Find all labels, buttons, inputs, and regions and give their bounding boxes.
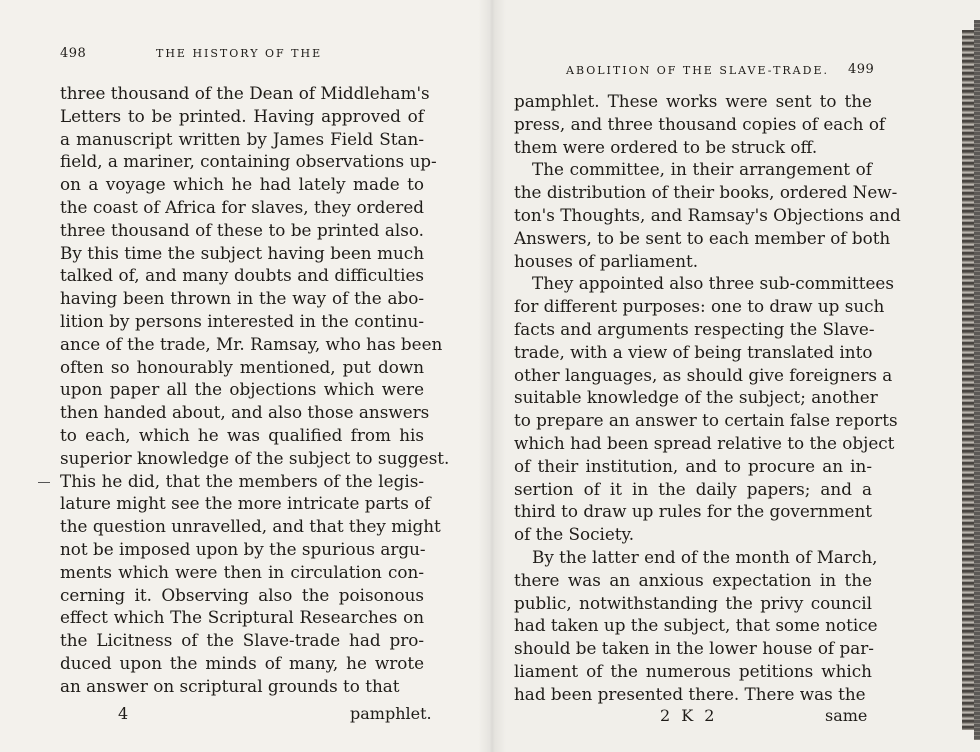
text-line: the coast of Africa for slaves, they ordered (60, 196, 424, 217)
text-line: the question unravelled, and that they might (60, 516, 441, 537)
text-line: had taken up the subject, that some notice (514, 615, 878, 636)
page-edge (962, 30, 974, 730)
page-edge-dark (974, 20, 980, 740)
text-line: upon paper all the objections which were (60, 379, 424, 400)
text-line: to prepare an answer to certain false reports (514, 410, 898, 431)
text-line: The committee, in their arrangement of (532, 159, 872, 180)
text-line: facts and arguments respecting the Slave- (514, 318, 875, 339)
page-number-right: 499 (848, 62, 875, 77)
text-line: This he did, that the members of the legis- (60, 470, 424, 491)
text-line: on a voyage which he had lately made to (60, 174, 424, 195)
running-head-left: THE HISTORY OF THE (156, 47, 323, 60)
text-line: lition by persons interested in the continu- (60, 310, 424, 331)
text-line: should be taken in the lower house of par- (514, 638, 874, 659)
catchword-right: same (825, 706, 868, 725)
text-line: other languages, as should give foreigners a (514, 364, 893, 385)
signature-mark-right: 2 K 2 (660, 706, 718, 725)
text-line: them were ordered to be struck off. (514, 136, 818, 157)
text-line: an answer on scriptural grounds to that (60, 675, 400, 696)
text-line: three thousand of these to be printed also. (60, 219, 424, 240)
text-line: They appointed also three sub-committees (532, 273, 894, 294)
text-line: By this time the subject having been much (60, 242, 424, 263)
text-line: not be imposed upon by the spurious argu- (60, 538, 426, 559)
text-line: of the Society. (514, 524, 635, 545)
text-line: then handed about, and also those answers (60, 402, 430, 423)
text-line: effect which The Scriptural Researches on (60, 607, 424, 628)
text-line: ton's Thoughts, and Ramsay's Objections and (514, 204, 901, 225)
text-line: the Licitness of the Slave-trade had pro- (60, 630, 424, 651)
text-line: there was an anxious expectation in the (514, 569, 872, 590)
text-line: lature might see the more intricate parts of (60, 493, 431, 514)
text-line: trade, with a view of being translated into (514, 341, 873, 362)
text-line: which had been spread relative to the object (514, 432, 895, 453)
text-line: three thousand of the Dean of Middleham's (60, 83, 430, 103)
text-line: duced upon the minds of many, he wrote (60, 652, 424, 673)
text-line: pamphlet. These works were sent to the (514, 91, 872, 111)
text-line: field, a mariner, containing observations up- (60, 151, 437, 172)
text-line: Letters to be printed. Having approved of (60, 105, 424, 126)
text-line: liament of the numerous petitions which (514, 660, 872, 681)
text-line: public, notwithstanding the privy council (514, 592, 872, 613)
page-number-left: 498 (60, 46, 87, 61)
signature-mark-left: 4 (118, 704, 129, 723)
margin-mark (38, 482, 50, 483)
text-line: By the latter end of the month of March, (532, 546, 878, 567)
text-line: having been thrown in the way of the abo- (60, 288, 424, 309)
text-line: cerning it. Observing also the poisonous (60, 584, 424, 605)
text-line: for different purposes: one to draw up such (514, 296, 885, 317)
text-line: a manuscript written by James Field Stan- (60, 128, 424, 149)
text-line: suitable knowledge of the subject; another (514, 387, 878, 408)
text-line: Answers, to be sent to each member of both (514, 227, 891, 248)
text-line: talked of, and many doubts and difficulties (60, 265, 424, 286)
text-line: ments which were then in circulation con- (60, 561, 424, 582)
catchword-left: pamphlet. (350, 704, 432, 723)
text-line: the distribution of their books, ordered New- (514, 182, 898, 203)
text-line: houses of parliament. (514, 250, 699, 271)
text-line: had been presented there. There was the (514, 683, 866, 704)
book-gutter (478, 0, 506, 752)
text-line: ance of the trade, Mr. Ramsay, who has been (60, 333, 443, 354)
left-page-body (60, 82, 450, 698)
text-line: sertion of it in the daily papers; and a (514, 478, 872, 499)
text-line: often so honourably mentioned, put down (60, 356, 424, 377)
text-line: to each, which he was qualified from his (60, 424, 424, 445)
text-line: third to draw up rules for the government (514, 501, 872, 522)
running-head-right: ABOLITION OF THE SLAVE-TRADE. (566, 64, 829, 77)
text-line: of their institution, and to procure an in- (514, 455, 872, 476)
text-line: press, and three thousand copies of each of (514, 113, 886, 134)
right-page-body (514, 90, 901, 706)
text-line: superior knowledge of the subject to suggest. (60, 447, 450, 468)
